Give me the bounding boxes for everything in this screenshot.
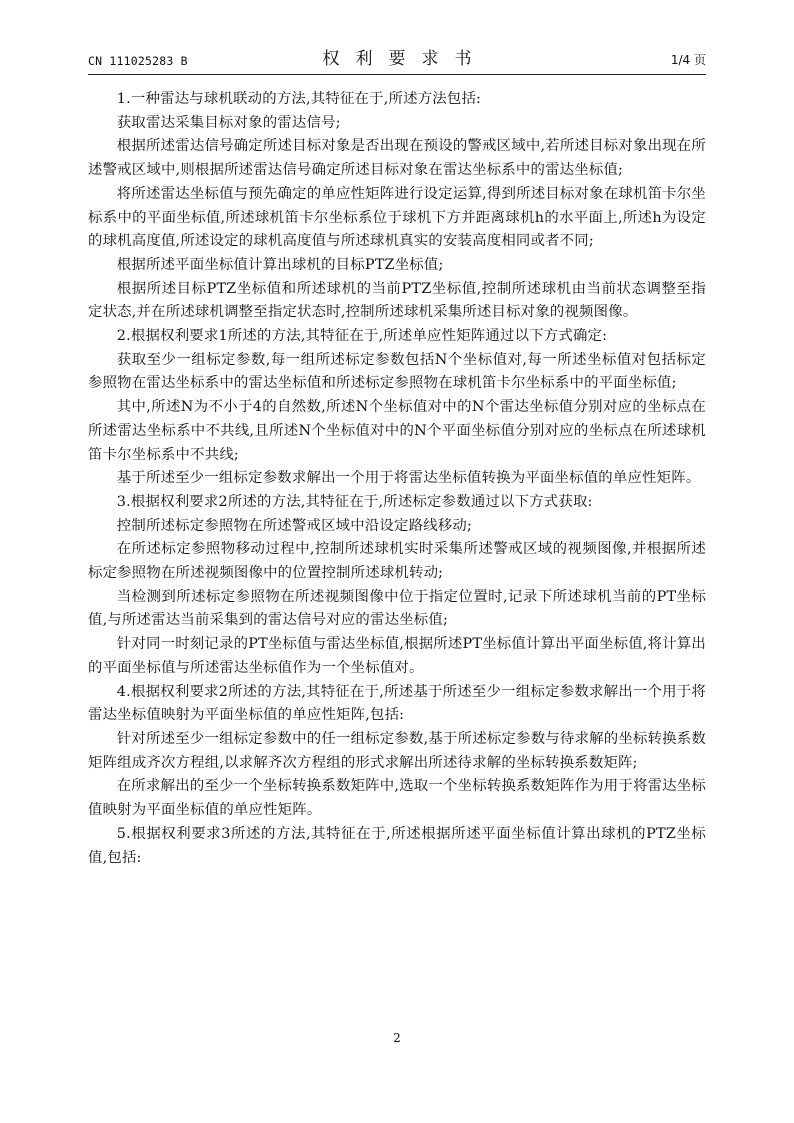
claim-paragraph: 2.根据权利要求1所述的方法,其特征在于,所述单应性矩阵通过以下方式确定: (116, 328, 608, 345)
claim-paragraph: 在所求解出的至少一个坐标转换系数矩阵中,选取一个坐标转换系数矩阵作为用于将雷达坐标值映射为平面坐标值的单应性矩阵。 (88, 778, 706, 819)
claim-paragraph: 将所述雷达坐标值与预先确定的单应性矩阵进行设定运算,得到所述目标对象在球机笛卡尔坐标系中的平面坐标值,所述球机笛卡尔坐标系位于球机下方并距离球机h的水平面上,所述h为设定的球机高度值,所述设定的球机高度值与所述球机真实的安装高度相同或者不同; (88, 185, 706, 250)
claim-paragraph: 根据所述雷达信号确定所述目标对象是否出现在预设的警戒区域中,若所述目标对象出现在所述警戒区域中,则根据所述雷达信号确定所述目标对象在雷达坐标系中的雷达坐标值; (88, 138, 706, 179)
claim-paragraph: 获取雷达采集目标对象的雷达信号; (116, 114, 341, 131)
claim-paragraph: 当检测到所述标定参照物在所述视频图像中位于指定位置时,记录下所述球机当前的PT坐标值,与所述雷达当前采集到的雷达信号对应的雷达坐标值; (88, 588, 706, 629)
claim-paragraph: 根据所述平面坐标值计算出球机的目标PTZ坐标值; (116, 256, 444, 273)
publication-number: CN 111025283 B (88, 54, 188, 68)
page-number: 2 (393, 1031, 401, 1045)
claim-paragraph: 基于所述至少一组标定参数求解出一个用于将雷达坐标值转换为平面坐标值的单应性矩阵。 (116, 470, 701, 487)
claim-paragraph: 5.根据权利要求3所述的方法,其特征在于,所述根据所述平面坐标值计算出球机的PTZ坐标值,包括: (88, 825, 706, 866)
page-indicator: 1/4 页 (670, 53, 706, 67)
document-title: 权利要求书 (322, 49, 488, 69)
claim-paragraph: 4.根据权利要求2所述的方法,其特征在于,所述基于所述至少一组标定参数求解出一个用于将雷达坐标值映射为平面坐标值的单应性矩阵,包括: (88, 683, 706, 724)
claim-paragraph: 1.一种雷达与球机联动的方法,其特征在于,所述方法包括: (116, 91, 482, 107)
claims-body (88, 88, 706, 870)
claim-paragraph: 3.根据权利要求2所述的方法,其特征在于,所述标定参数通过以下方式获取: (116, 493, 593, 510)
claim-paragraph: 针对所述至少一组标定参数中的任一组标定参数,基于所述标定参数与待求解的坐标转换系数矩阵组成齐次方程组,以求解齐次方程组的形式求解出所述待求解的坐标转换系数矩阵; (88, 730, 706, 771)
claim-paragraph: 根据所述目标PTZ坐标值和所述球机的当前PTZ坐标值,控制所述球机由当前状态调整至指定状态,并在所述球机调整至指定状态时,控制所述球机采集所述目标对象的视频图像。 (88, 280, 706, 321)
claim-paragraph: 其中,所述N为不小于4的自然数,所述N个坐标值对中的N个雷达坐标值分别对应的坐标点在所述雷达坐标系中不共线,且所述N个坐标值对中的N个平面坐标值分别对应的坐标点在所述球机笛卡尔坐标系中不共线; (88, 399, 706, 463)
claim-paragraph: 获取至少一组标定参数,每一组所述标定参数包括N个坐标值对,每一所述坐标值对包括标定参照物在雷达坐标系中的雷达坐标值和所述标定参照物在球机笛卡尔坐标系中的平面坐标值; (88, 351, 706, 392)
claim-paragraph: 针对同一时刻记录的PT坐标值与雷达坐标值,根据所述PT坐标值计算出平面坐标值,将计算出的平面坐标值与所述雷达坐标值作为一个坐标值对。 (88, 636, 706, 676)
claim-paragraph: 控制所述标定参照物在所述警戒区域中沿设定路线移动; (116, 517, 473, 534)
claim-paragraph: 在所述标定参照物移动过程中,控制所述球机实时采集所述警戒区域的视频图像,并根据所述标定参照物在所述视频图像中的位置控制所述球机转动; (88, 541, 706, 582)
page-header (88, 44, 706, 75)
